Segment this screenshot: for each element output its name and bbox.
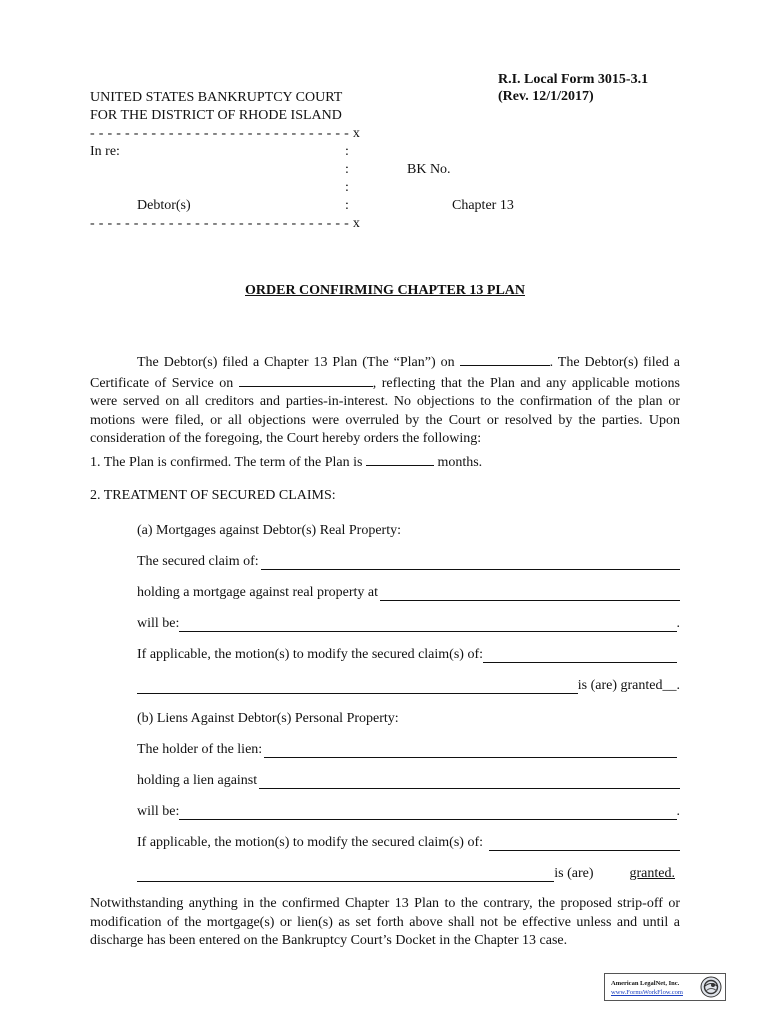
order-title: ORDER CONFIRMING CHAPTER 13 PLAN [245,283,525,298]
intro-text-1: The Debtor(s) filed a Chapter 13 Plan (The “Plan”) on [137,355,455,370]
lien-granted-blank[interactable] [137,868,554,882]
caption-colon: : [345,198,349,213]
mortgage-motion-label: If applicable, the motion(s) to modify the secured claim(s) of: [137,647,484,662]
lien-will-be-row [137,804,680,820]
section-a-heading: (a) Mortgages against Debtor(s) Real Property: [137,523,401,538]
intro-text-2: . The Debtor(s) filed a Certificate of Service on [90,355,680,391]
form-revision: (Rev. 12/1/2017) [498,89,594,104]
mortgage-property-blank[interactable] [380,587,680,601]
mortgage-granted-text: is (are) granted__. [577,678,680,693]
mortgage-will-be-row [137,616,680,632]
badge-url[interactable]: www.FormsWorkFlow.com [611,989,683,996]
lien-against-blank[interactable] [259,775,680,789]
caption-colon: : [345,144,349,159]
lien-granted-row [137,866,675,882]
lien-holder-blank[interactable] [264,744,677,758]
mortgage-granted-row [137,678,680,694]
mortgage-motion-blank[interactable] [483,649,677,663]
globe-logo-icon [700,976,722,998]
period: . [676,804,680,819]
caption-dash-line-top: - - - - - - - - - - - - - - - - - - - - - - - - - - - - - - x [90,126,361,141]
lien-will-be-blank[interactable] [179,806,676,820]
mortgage-property-label: holding a mortgage against real property at [137,585,379,600]
caption-colon: : [345,180,349,195]
lien-against-row [137,773,680,789]
chapter-label: Chapter 13 [452,198,514,213]
lien-motion-row [137,835,680,851]
caption-colon: : [345,162,349,177]
secured-claim-label: The secured claim of: [137,554,259,569]
mortgage-granted-blank[interactable] [137,680,578,694]
court-name: UNITED STATES BANKRUPTCY COURT [90,90,343,105]
footer-badge [604,973,726,1001]
mortgage-property-row [137,585,680,601]
lien-motion-label: If applicable, the motion(s) to modify the secured claim(s) of: [137,835,484,850]
lien-motion-blank[interactable] [489,837,680,851]
mortgage-will-be-blank[interactable] [179,618,676,632]
lien-granted-text: granted. [629,866,675,881]
period: . [676,616,680,631]
plan-filed-date-blank[interactable] [460,352,550,366]
certificate-service-date-blank[interactable] [239,373,373,387]
mortgage-will-be-label: will be: [137,616,180,631]
lien-holder-row [137,742,677,758]
in-re-label: In re: [90,144,120,159]
form-number: R.I. Local Form 3015-3.1 [498,72,649,87]
section-b-heading: (b) Liens Against Debtor(s) Personal Property: [137,711,399,726]
bk-no-label: BK No. [407,162,451,177]
plan-term-months-blank[interactable] [366,452,434,466]
lien-holder-label: The holder of the lien: [137,742,263,757]
secured-claim-row [137,554,680,570]
item-1-text: 1. The Plan is confirmed. The term of the Plan is [90,455,363,470]
caption-dash-line-bottom: - - - - - - - - - - - - - - - - - - - - - - - - - - - - - - x [90,216,361,231]
debtors-label: Debtor(s) [137,198,191,213]
item-1 [90,452,482,471]
lien-is-are-text: is (are) [554,866,594,881]
notwithstanding-paragraph: Notwithstanding anything in the confirmed Chapter 13 Plan to the contrary, the proposed strip-off or modification of the mortgage(s) or lien(s) as set forth above shall not be effective unless and until a discharge has been entered on the Bankruptcy Court’s Docket in the Chapter 13 case. [90,896,680,948]
mortgage-motion-row [137,647,677,663]
intro-text-3: , reflecting that the Plan and any applicable motions were served on all creditors and parties-in-interest. No objections to the confirmation of the plan or motions were filed, or all objections were overruled by the Court or resolved by the parties. Upon consideration of the foregoing, the Court hereby orders the following: [90,375,681,446]
lien-will-be-label: will be: [137,804,180,819]
item-2-heading: 2. TREATMENT OF SECURED CLAIMS: [90,488,336,503]
intro-paragraph [90,352,680,449]
badge-company: American LegalNet, Inc. [611,980,680,987]
item-1-months: months. [437,455,483,470]
lien-against-label: holding a lien against [137,773,258,788]
court-district: FOR THE DISTRICT OF RHODE ISLAND [90,108,342,123]
secured-claim-blank[interactable] [261,556,680,570]
